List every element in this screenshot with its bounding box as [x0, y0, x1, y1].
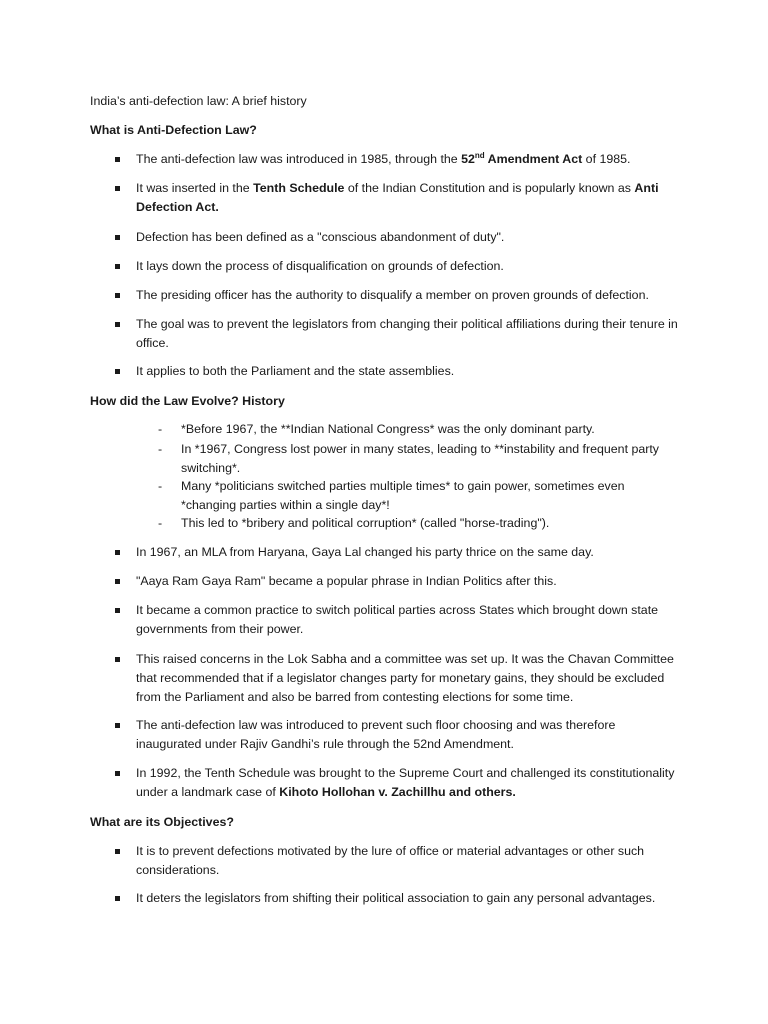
- dash-item: - *Before 1967, the **Indian National Congress* was the only dominant party.: [181, 420, 681, 439]
- heading-objectives: What are its Objectives?: [90, 815, 234, 829]
- list-item: It was inserted in the Tenth Schedule of the Indian Constitution and is popularly known as Anti Defection Act.: [136, 179, 681, 217]
- document-title: India’s anti-defection law: A brief history: [90, 94, 307, 108]
- dash-item: - Many *politicians switched parties multiple times* to gain power, sometimes even *changing parties within a single day*!: [181, 477, 681, 515]
- list-item: This raised concerns in the Lok Sabha and a committee was set up. It was the Chavan Committee that recommended that if a legislator changes party for monetary gains, they should be excluded from the Parliament and also be barred from contesting elections for some time.: [136, 650, 681, 707]
- list-item: In 1967, an MLA from Haryana, Gaya Lal changed his party thrice on the same day.: [136, 543, 681, 562]
- dash-item: - This led to *bribery and political corruption* (called "horse-trading").: [181, 514, 681, 533]
- list-item: It deters the legislators from shifting their political association to gain any personal advantages.: [136, 889, 681, 908]
- dash-item: - In *1967, Congress lost power in many states, leading to **instability and frequent party switching*.: [181, 440, 681, 478]
- list-item: "Aaya Ram Gaya Ram" became a popular phrase in Indian Politics after this.: [136, 572, 681, 591]
- list-item: It is to prevent defections motivated by the lure of office or material advantages or other such considerations.: [136, 842, 681, 880]
- list-item: In 1992, the Tenth Schedule was brought to the Supreme Court and challenged its constitutionality under a landmark case of Kihoto Hollohan v. Zachillhu and others.: [136, 764, 681, 802]
- list-item: Defection has been defined as a "conscious abandonment of duty".: [136, 228, 681, 247]
- list-item: The presiding officer has the authority to disqualify a member on proven grounds of defection.: [136, 286, 681, 305]
- list-item: It applies to both the Parliament and the state assemblies.: [136, 362, 681, 381]
- list-item: It became a common practice to switch political parties across States which brought down state governments from their power.: [136, 601, 681, 639]
- heading-what-is-law: What is Anti-Defection Law?: [90, 123, 257, 137]
- list-item: The goal was to prevent the legislators from changing their political affiliations during their tenure in office.: [136, 315, 681, 353]
- heading-history: How did the Law Evolve? History: [90, 394, 285, 408]
- list-item: The anti-defection law was introduced in 1985, through the 52nd Amendment Act of 1985.: [136, 150, 681, 169]
- list-item: It lays down the process of disqualification on grounds of defection.: [136, 257, 681, 276]
- list-item: The anti-defection law was introduced to prevent such floor choosing and was therefore inaugurated under Rajiv Gandhi’s rule through the 52nd Amendment.: [136, 716, 681, 754]
